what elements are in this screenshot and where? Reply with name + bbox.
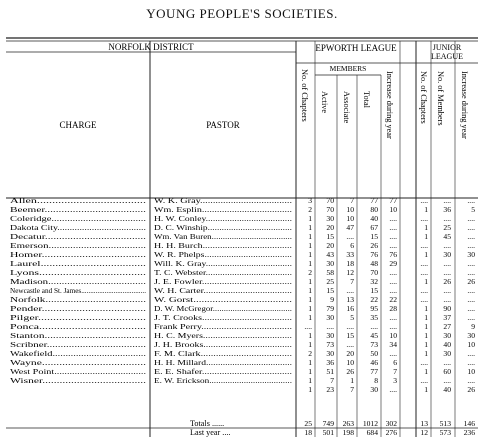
- number-cell-jmem: 45: [443, 232, 451, 241]
- pastor-cell: D. C. Winship....................................: [154, 223, 293, 232]
- number-cell-inc: ....: [389, 322, 397, 331]
- charge-cell: Homer....................................: [10, 250, 147, 259]
- totals-cell-inc: 302: [385, 419, 397, 428]
- number-cell-jmem: ....: [443, 214, 451, 223]
- number-cell-tot: 22: [370, 295, 378, 304]
- number-cell-jinc: ....: [467, 268, 475, 277]
- active-header: Active: [320, 91, 329, 114]
- charge-cell: West Point....................................: [10, 367, 147, 376]
- number-cell-ch: 1: [308, 385, 312, 394]
- number-cell-inc: ....: [389, 277, 397, 286]
- number-cell-asc: 18: [346, 259, 354, 268]
- charge-cell: Wisner....................................: [10, 376, 147, 385]
- number-cell-jinc: ....: [467, 259, 475, 268]
- number-cell-asc: 12: [346, 268, 354, 277]
- number-cell-ch: 1: [308, 286, 312, 295]
- totals-cell-jmem: 513: [439, 419, 451, 428]
- number-cell-inc: ....: [389, 268, 397, 277]
- number-cell-asc: 1: [350, 376, 354, 385]
- number-cell-ch: 1: [308, 331, 312, 340]
- number-cell-tot: 8: [374, 376, 378, 385]
- charge-cell: Newcastle and St. James....................................: [10, 286, 147, 295]
- number-cell-jinc: ....: [467, 241, 475, 250]
- last-year-cell-asc: 198: [342, 428, 354, 437]
- number-cell-inc: 76: [389, 250, 397, 259]
- number-cell-tot: 50: [370, 349, 378, 358]
- number-cell-ch: 3: [308, 196, 312, 205]
- number-cell-jmem: ....: [443, 295, 451, 304]
- number-cell-act: 25: [326, 277, 334, 286]
- totals-cell-ch: 25: [304, 419, 312, 428]
- number-cell-jmem: 37: [443, 313, 451, 322]
- junior-increase-header: Increase during year: [460, 71, 469, 139]
- epworth-header: EPWORTH LEAGUE: [315, 43, 397, 53]
- number-cell-act: 15: [326, 286, 334, 295]
- number-cell-ch: 1: [308, 313, 312, 322]
- number-cell-jmem: 90: [443, 304, 451, 313]
- number-cell-inc: 7: [393, 367, 397, 376]
- number-cell-jch: ....: [420, 358, 428, 367]
- number-cell-tot: 76: [370, 250, 378, 259]
- number-cell-asc: 33: [346, 250, 354, 259]
- number-cell-jinc: 30: [467, 250, 475, 259]
- number-cell-jch: 1: [424, 322, 428, 331]
- number-cell-inc: ....: [389, 286, 397, 295]
- number-cell-ch: 1: [308, 259, 312, 268]
- number-cell-ch: 2: [308, 349, 312, 358]
- pastor-header: PASTOR: [206, 120, 240, 130]
- number-cell-asc: 10: [346, 205, 354, 214]
- totals-cell-tot: 1012: [362, 419, 378, 428]
- number-cell-jinc: 5: [471, 205, 475, 214]
- pastor-cell: J. T. Crooks....................................: [154, 313, 293, 322]
- number-cell-inc: ....: [389, 232, 397, 241]
- number-cell-jch: 1: [424, 385, 428, 394]
- chapters-header: No. of Chapters: [300, 69, 309, 122]
- junior-header: LEAGUE: [431, 52, 463, 61]
- number-cell-asc: 7: [350, 196, 354, 205]
- number-cell-inc: ....: [389, 313, 397, 322]
- number-cell-act: 15: [326, 232, 334, 241]
- total-header: Total: [362, 91, 371, 108]
- number-cell-act: 70: [326, 205, 334, 214]
- pastor-cell: H. C. Myers....................................: [154, 331, 293, 340]
- number-cell-jmem: 30: [443, 349, 451, 358]
- number-cell-act: 51: [326, 367, 334, 376]
- junior-chapters-header: No. of Chapters: [419, 71, 428, 124]
- number-cell-asc: 7: [350, 385, 354, 394]
- number-cell-jch: ....: [420, 295, 428, 304]
- number-cell-inc: ....: [389, 241, 397, 250]
- pastor-cell: F. M. Clark....................................: [154, 349, 293, 358]
- number-cell-tot: 73: [370, 340, 378, 349]
- number-cell-tot: 70: [370, 268, 378, 277]
- number-cell-tot: 77: [370, 196, 378, 205]
- number-cell-asc: 10: [346, 358, 354, 367]
- number-cell-inc: 10: [389, 331, 397, 340]
- charge-cell: Norfolk....................................: [10, 295, 147, 304]
- last-year-cell-jch: 12: [420, 428, 428, 437]
- members-header: MEMBERS: [329, 64, 367, 73]
- number-cell-inc: ....: [389, 214, 397, 223]
- number-cell-jch: 1: [424, 331, 428, 340]
- number-cell-jch: 1: [424, 304, 428, 313]
- number-cell-jch: ....: [420, 259, 428, 268]
- charge-cell: Stanton....................................: [10, 331, 147, 340]
- number-cell-jch: 1: [424, 367, 428, 376]
- number-cell-asc: 16: [346, 304, 354, 313]
- junior-header: JUNIOR: [432, 43, 462, 52]
- number-cell-ch: 2: [308, 268, 312, 277]
- number-cell-ch: 1: [308, 214, 312, 223]
- number-cell-jch: 1: [424, 232, 428, 241]
- number-cell-act: ....: [326, 322, 334, 331]
- number-cell-jinc: ....: [467, 232, 475, 241]
- number-cell-asc: 6: [350, 241, 354, 250]
- number-cell-jmem: ....: [443, 376, 451, 385]
- pastor-cell: E. E. Shafer....................................: [154, 367, 293, 376]
- number-cell-asc: ....: [346, 340, 354, 349]
- number-cell-act: 73: [326, 340, 334, 349]
- number-cell-asc: 26: [346, 367, 354, 376]
- pastor-cell: E. W. Erickson....................................: [154, 376, 293, 385]
- number-cell-jmem: 30: [443, 250, 451, 259]
- last-year-cell-tot: 684: [366, 428, 378, 437]
- number-cell-inc: 22: [389, 295, 397, 304]
- charge-cell: Coleridge....................................: [10, 214, 147, 223]
- number-cell-asc: 15: [346, 331, 354, 340]
- number-cell-ch: 1: [308, 376, 312, 385]
- number-cell-inc: 29: [389, 259, 397, 268]
- pastor-cell: W. K. Gray....................................: [154, 196, 293, 205]
- number-cell-asc: 20: [346, 349, 354, 358]
- number-cell-tot: 45: [370, 331, 378, 340]
- number-cell-ch: ....: [304, 322, 312, 331]
- number-cell-asc: 5: [350, 313, 354, 322]
- number-cell-asc: 13: [346, 295, 354, 304]
- number-cell-asc: ....: [346, 286, 354, 295]
- number-cell-jinc: 30: [467, 331, 475, 340]
- number-cell-tot: 30: [370, 385, 378, 394]
- pastor-cell: H. W. Conley....................................: [154, 214, 293, 223]
- number-cell-act: 30: [326, 259, 334, 268]
- pastor-cell: H. H. Burch....................................: [154, 241, 293, 250]
- number-cell-asc: ....: [346, 232, 354, 241]
- number-cell-ch: 2: [308, 205, 312, 214]
- number-cell-jmem: ....: [443, 196, 451, 205]
- pastor-cell: J. H. Brooks....................................: [154, 340, 293, 349]
- number-cell-tot: 80: [370, 205, 378, 214]
- increase-header: Increase during year: [385, 71, 394, 139]
- charge-cell: Decatur....................................: [10, 232, 147, 241]
- junior-members-header: No. of Members: [436, 71, 445, 126]
- number-cell-act: 23: [326, 385, 334, 394]
- number-cell-jinc: 10: [467, 367, 475, 376]
- totals-cell-jinc: 146: [463, 419, 475, 428]
- number-cell-jch: ....: [420, 376, 428, 385]
- number-cell-jmem: ....: [443, 268, 451, 277]
- number-cell-jch: ....: [420, 286, 428, 295]
- number-cell-jmem: 36: [443, 205, 451, 214]
- number-cell-jch: ....: [420, 214, 428, 223]
- last-year-label: Last year ....: [190, 428, 231, 437]
- number-cell-jmem: ....: [443, 286, 451, 295]
- pastor-cell: T. C. Webster....................................: [154, 268, 293, 277]
- number-cell-asc: ....: [346, 322, 354, 331]
- number-cell-jch: 1: [424, 250, 428, 259]
- number-cell-ch: 1: [308, 358, 312, 367]
- pastor-cell: Will. K. Gray....................................: [154, 259, 293, 268]
- number-cell-asc: 7: [350, 277, 354, 286]
- charge-header: CHARGE: [59, 120, 97, 130]
- number-cell-ch: 1: [308, 223, 312, 232]
- charge-cell: Wakefield....................................: [10, 349, 147, 358]
- number-cell-jinc: ....: [467, 358, 475, 367]
- charge-cell: Ponca....................................: [10, 322, 147, 331]
- number-cell-ch: 1: [308, 367, 312, 376]
- number-cell-asc: 47: [346, 223, 354, 232]
- number-cell-jch: ....: [420, 241, 428, 250]
- number-cell-tot: 15: [370, 286, 378, 295]
- pastor-cell: Wm. Van Buren....................................: [154, 232, 293, 241]
- number-cell-jmem: ....: [443, 259, 451, 268]
- number-cell-asc: 10: [346, 214, 354, 223]
- charge-cell: Allen....................................: [10, 196, 147, 205]
- last-year-cell-ch: 18: [304, 428, 312, 437]
- number-cell-jmem: ....: [443, 241, 451, 250]
- number-cell-ch: 1: [308, 232, 312, 241]
- number-cell-ch: 1: [308, 295, 312, 304]
- number-cell-tot: 46: [370, 358, 378, 367]
- number-cell-tot: 35: [370, 313, 378, 322]
- number-cell-jinc: ....: [467, 304, 475, 313]
- charge-cell: Pilger....................................: [10, 313, 147, 322]
- number-cell-jinc: ....: [467, 286, 475, 295]
- number-cell-jch: 1: [424, 340, 428, 349]
- number-cell-jmem: ....: [443, 358, 451, 367]
- number-cell-act: 9: [330, 295, 334, 304]
- number-cell-tot: 48: [370, 259, 378, 268]
- charge-cell: Lyons....................................: [10, 268, 147, 277]
- number-cell-jinc: 9: [471, 322, 475, 331]
- pastor-cell: H. H. Millard....................................: [154, 358, 293, 367]
- charge-cell: Scribner....................................: [10, 340, 147, 349]
- number-cell-act: 30: [326, 313, 334, 322]
- charge-cell: Laurel....................................: [10, 259, 147, 268]
- number-cell-ch: 1: [308, 340, 312, 349]
- number-cell-act: 43: [326, 250, 334, 259]
- number-cell-tot: 77: [370, 367, 378, 376]
- pastor-cell: W. Gorst....................................: [154, 295, 293, 304]
- number-cell-act: 7: [330, 376, 334, 385]
- number-cell-ch: 1: [308, 304, 312, 313]
- totals-cell-jch: 13: [420, 419, 428, 428]
- number-cell-jinc: ....: [467, 214, 475, 223]
- number-cell-act: 79: [326, 304, 334, 313]
- number-cell-ch: 1: [308, 277, 312, 286]
- number-cell-jmem: 30: [443, 331, 451, 340]
- number-cell-tot: 26: [370, 241, 378, 250]
- charge-cell: Madison....................................: [10, 277, 147, 286]
- totals-cell-act: 749: [322, 419, 334, 428]
- number-cell-inc: 34: [389, 340, 397, 349]
- number-cell-inc: 28: [389, 304, 397, 313]
- number-cell-jch: ....: [420, 268, 428, 277]
- number-cell-jmem: 40: [443, 385, 451, 394]
- number-cell-inc: ....: [389, 385, 397, 394]
- number-cell-jinc: ....: [467, 196, 475, 205]
- number-cell-act: 30: [326, 214, 334, 223]
- last-year-cell-inc: 276: [385, 428, 397, 437]
- number-cell-act: 70: [326, 196, 334, 205]
- number-cell-act: 20: [326, 223, 334, 232]
- pastor-cell: J. E. Fowler....................................: [154, 277, 293, 286]
- last-year-cell-jmem: 573: [439, 428, 451, 437]
- number-cell-act: 30: [326, 349, 334, 358]
- pastor-cell: Frank Perry....................................: [154, 322, 293, 331]
- charge-cell: Beemer....................................: [10, 205, 147, 214]
- charge-cell: Emerson....................................: [10, 241, 147, 250]
- number-cell-jinc: 10: [467, 340, 475, 349]
- number-cell-act: 58: [326, 268, 334, 277]
- pastor-cell: W. R. Phelps....................................: [154, 250, 293, 259]
- number-cell-jmem: 25: [443, 223, 451, 232]
- last-year-cell-jinc: 236: [463, 428, 475, 437]
- charge-cell: Wayne....................................: [10, 358, 147, 367]
- number-cell-inc: 3: [393, 376, 397, 385]
- number-cell-jinc: ....: [467, 376, 475, 385]
- pastor-cell: Wm. Esplin....................................: [154, 205, 293, 214]
- number-cell-inc: ....: [389, 349, 397, 358]
- number-cell-jinc: ....: [467, 223, 475, 232]
- number-cell-ch: 1: [308, 241, 312, 250]
- charge-cell: Dakota City....................................: [10, 223, 147, 232]
- charge-cell: Pender....................................: [10, 304, 147, 313]
- district-header: NORFOLK DISTRICT: [108, 42, 194, 52]
- number-cell-tot: 67: [370, 223, 378, 232]
- number-cell-tot: 40: [370, 214, 378, 223]
- number-cell-jmem: 40: [443, 340, 451, 349]
- number-cell-ch: 1: [308, 250, 312, 259]
- number-cell-jch: ....: [420, 196, 428, 205]
- number-cell-jmem: 26: [443, 277, 451, 286]
- number-cell-jch: 1: [424, 349, 428, 358]
- number-cell-tot: 15: [370, 232, 378, 241]
- number-cell-tot: 95: [370, 304, 378, 313]
- number-cell-jinc: ....: [467, 349, 475, 358]
- number-cell-jmem: 27: [443, 322, 451, 331]
- number-cell-jinc: ....: [467, 295, 475, 304]
- number-cell-jch: 1: [424, 313, 428, 322]
- number-cell-jch: 1: [424, 223, 428, 232]
- page-title: YOUNG PEOPLE'S SOCIETIES.: [146, 6, 338, 21]
- associate-header: Associate: [342, 91, 351, 124]
- number-cell-jch: 1: [424, 205, 428, 214]
- number-cell-jinc: ....: [467, 313, 475, 322]
- totals-cell-asc: 263: [342, 419, 354, 428]
- number-cell-jmem: 60: [443, 367, 451, 376]
- number-cell-inc: 10: [389, 205, 397, 214]
- number-cell-act: 30: [326, 331, 334, 340]
- number-cell-tot: 32: [370, 277, 378, 286]
- number-cell-inc: 77: [389, 196, 397, 205]
- number-cell-inc: ....: [389, 223, 397, 232]
- pastor-cell: W. H. Carter....................................: [154, 286, 293, 295]
- last-year-cell-act: 501: [322, 428, 334, 437]
- pastor-cell: D. W. McGregor....................................: [154, 304, 293, 313]
- number-cell-jinc: 26: [467, 277, 475, 286]
- number-cell-jch: 1: [424, 277, 428, 286]
- totals-label: Totals ......: [190, 419, 225, 428]
- number-cell-act: 36: [326, 358, 334, 367]
- number-cell-tot: ....: [370, 322, 378, 331]
- number-cell-inc: 6: [393, 358, 397, 367]
- number-cell-act: 20: [326, 241, 334, 250]
- number-cell-jinc: 26: [467, 385, 475, 394]
